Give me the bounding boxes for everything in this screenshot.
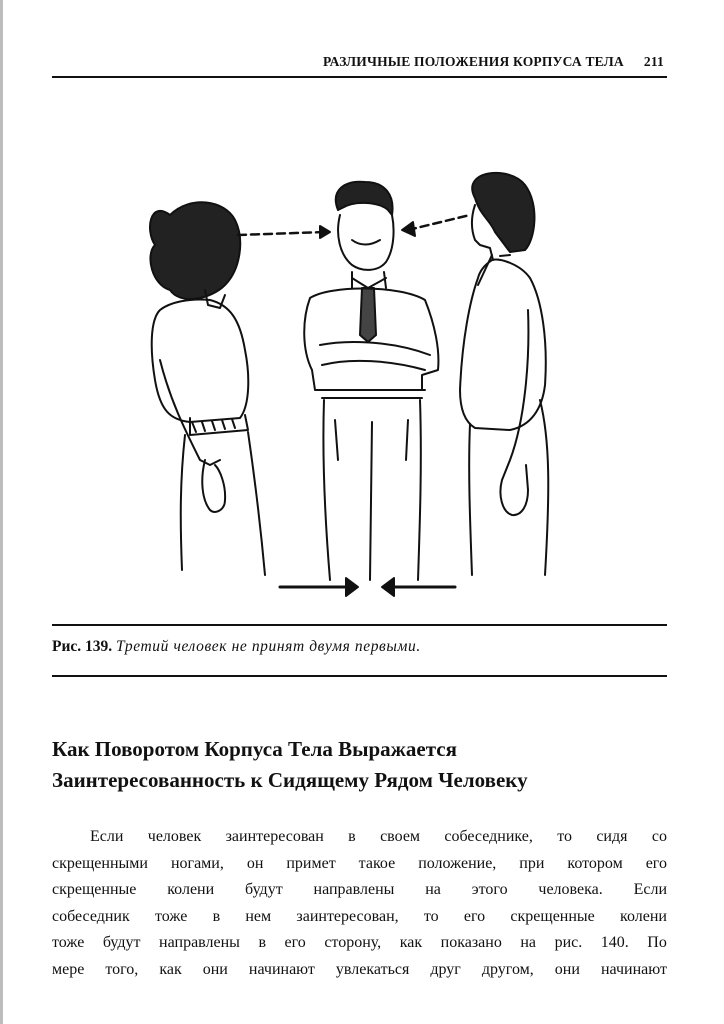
word: то — [423, 907, 439, 925]
caption-rule-bottom — [52, 675, 667, 677]
word: сторону, — [324, 934, 382, 951]
woman-figure — [150, 202, 265, 575]
word: они — [202, 960, 228, 978]
word: своем — [380, 828, 421, 845]
gaze-arrow-left — [238, 226, 330, 238]
word: увлекаться — [335, 960, 410, 978]
word: направлены — [159, 934, 240, 951]
word: направлены — [313, 881, 395, 898]
man-center-figure — [304, 182, 438, 580]
section-heading — [52, 734, 667, 796]
word: ногами, — [170, 854, 224, 872]
man-right-figure — [460, 173, 548, 575]
word: другом, — [481, 960, 534, 978]
word: Если — [90, 828, 124, 845]
word: его — [463, 907, 486, 925]
header-rule — [52, 76, 667, 78]
body-line — [52, 957, 667, 984]
word: примет — [286, 854, 336, 872]
word: Если — [633, 881, 667, 898]
gaze-arrow-right — [402, 215, 470, 236]
body-line — [52, 904, 667, 931]
page-number: 211 — [643, 54, 664, 69]
running-title: РАЗЛИЧНЫЕ ПОЛОЖЕНИЯ КОРПУСА ТЕЛА — [322, 54, 624, 69]
word: этого — [471, 881, 508, 898]
word: будут — [245, 881, 283, 898]
word: По — [647, 934, 667, 951]
word: начинают — [600, 960, 667, 978]
word: колени — [620, 907, 667, 925]
figure-illustration — [130, 160, 580, 600]
word: котором — [567, 854, 623, 872]
body-line — [52, 851, 667, 878]
word: показано — [440, 934, 502, 951]
word: собеседнике, — [444, 828, 533, 845]
word: его — [284, 934, 306, 951]
word: того, — [105, 960, 139, 978]
word: на — [520, 934, 537, 951]
word: в — [258, 934, 266, 951]
body-line — [52, 930, 667, 957]
word: положение, — [418, 854, 497, 872]
figure-caption — [52, 638, 667, 656]
word: колени — [167, 881, 215, 898]
word: при — [519, 854, 545, 872]
word: в — [348, 828, 356, 845]
feet-arrow-left — [280, 578, 358, 596]
word: он — [246, 854, 264, 872]
body-line — [52, 824, 667, 851]
word: они — [554, 960, 580, 978]
body-line — [52, 877, 667, 904]
word: будут — [102, 934, 141, 951]
word: его — [645, 854, 667, 872]
word: человека. — [538, 881, 603, 898]
word: человек — [147, 828, 202, 845]
word: тоже — [155, 907, 188, 925]
word: друг — [430, 960, 461, 978]
word: заинтересован — [225, 828, 324, 845]
word: скрещенные — [510, 907, 595, 925]
word: нем — [245, 907, 272, 925]
running-header — [52, 54, 664, 70]
word: 140. — [600, 934, 629, 951]
figure-label: Рис. 139. — [52, 638, 113, 655]
word: сидя — [596, 828, 628, 845]
word: начинают — [248, 960, 315, 978]
word: рис. — [554, 934, 583, 951]
word: скрещенными — [52, 854, 148, 872]
word: в — [212, 907, 221, 925]
word: заинтересован, — [296, 907, 399, 925]
word: мере — [52, 960, 85, 978]
body-paragraph — [52, 824, 667, 983]
heading-line: Как Поворотом Корпуса Тела Выражается — [52, 737, 457, 761]
word: как — [159, 960, 182, 978]
word: то — [557, 828, 572, 845]
page-edge — [0, 0, 3, 1024]
word: со — [651, 828, 667, 845]
heading-line: Заинтересованность к Сидящему Рядом Человеку — [52, 768, 528, 792]
word: скрещенные — [52, 881, 137, 898]
caption-rule-top — [52, 624, 667, 626]
word: на — [425, 881, 441, 898]
word: как — [399, 934, 423, 951]
word: такое — [358, 854, 396, 872]
figure-caption-text: Третий человек не принят двумя первыми. — [116, 638, 421, 655]
word: собеседник — [52, 907, 130, 925]
word: тоже — [52, 934, 85, 951]
